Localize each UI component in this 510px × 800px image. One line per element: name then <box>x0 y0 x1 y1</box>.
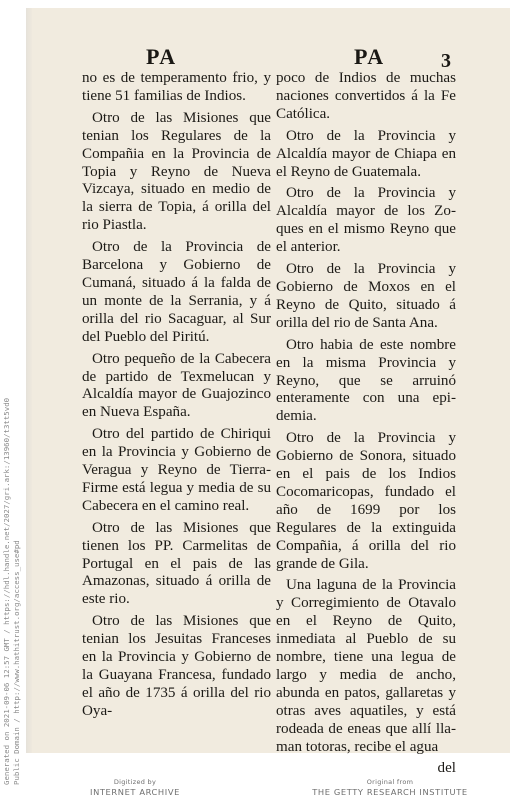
paragraph: Otro habia de este nombre en la misma Provincia y Reyno, que se arruinó enteramente con una epidemia. <box>276 336 456 425</box>
internet-archive-logo-text: INTERNET ARCHIVE <box>90 787 180 797</box>
digitized-by-credit <box>80 778 190 797</box>
running-head-left: PA <box>146 44 177 69</box>
catchword: del <box>437 759 456 776</box>
hathitrust-watermark <box>2 397 22 785</box>
left-column <box>82 70 271 725</box>
paragraph: no es de temperamento frio, y tiene 51 familias de Indios. <box>82 70 271 104</box>
watermark-line-1: Generated on 2021-09-06 12:57 GMT / https://hdl.handle.net/2027/gri.ark:/13960/t3tt5vd0 <box>2 397 11 785</box>
paragraph: Otro pequeño de la Cabecera de partido de Texmelucan y Alcaldía mayor de Guajozinco en Nueva España. <box>82 350 271 421</box>
paragraph: Otro de las Misiones que tenian los Regulares de la Compañia en la Provincia de Topia y Reyno de Nueva Vizcaya, situado en medio de la sierra de Topia, á orilla del rio Piastla. <box>82 109 271 234</box>
paragraph: poco de Indios de muchas naciones convertidos á la Fe Católica. <box>276 70 456 122</box>
digitized-by-label: Digitized by <box>113 778 157 786</box>
paragraph: Otro de la Provincia de Barcelona y Gobierno de Cumaná, situado á la falda de un monte de la Serrania, y á orilla del rio Sacaguar, al Sur del Pueblo del Piritú. <box>82 239 271 345</box>
paragraph: Otro del partido de Chiriqui en la Provincia y Gobierno de Veragua y Reyno de Tierra-Firme está legua y media de su Cabecera en el camino real. <box>82 426 271 514</box>
paragraph: Otro de la Provincia y Alcaldía mayor de Chiapa en el Reyno de Guatemala. <box>276 127 456 180</box>
paragraph: Otro de las Misiones que tenian los Jesuitas Franceses en la Provincia y Gobierno de la Guayana Francesa, fundado el año de 1735 á orilla del rio Oya- <box>82 613 271 719</box>
paragraph: Otro de la Provincia y Alcaldía mayor de los Zoques en el mismo Reyno que el anterior. <box>276 185 456 256</box>
paragraph: Una laguna de la Provincia y Corregimiento de Otavalo en el Reyno de Quito, inmediata al Pueblo de su nombre, tiene una legua de largo y media de ancho, abunda en patos, gallaretas y otras aves aquatiles, y está rodeada de eneas que allí llaman totoras, recibe el agua <box>276 577 456 755</box>
paragraph: Otro de la Provincia y Gobierno de Moxos en el Reyno de Quito, situado á orilla del rio de Santa Ana. <box>276 261 456 331</box>
right-column <box>276 70 456 777</box>
paragraph: Otro de la Provincia y Gobierno de Sonora, situado en el pais de los Indios Cocomaricopas, fundado el año de 1699 por los Regulares de la extinguida Compañia, á orilla del rio grande de Gila. <box>276 430 456 572</box>
original-from-credit <box>300 778 480 797</box>
watermark-line-2: Public Domain / http://www.hathitrust.org/access_use#pd <box>12 540 21 785</box>
paragraph: Otro de las Misiones que tienen los PP. Carmelitas de Portugal en el pais de las Amazonas, situado á orilla de este rio. <box>82 519 271 608</box>
page-number: 3 <box>441 50 451 72</box>
original-from-label: Original from <box>366 778 414 786</box>
running-head-right: PA <box>354 44 385 69</box>
getty-institute-text: THE GETTY RESEARCH INSTITUTE <box>312 787 468 797</box>
